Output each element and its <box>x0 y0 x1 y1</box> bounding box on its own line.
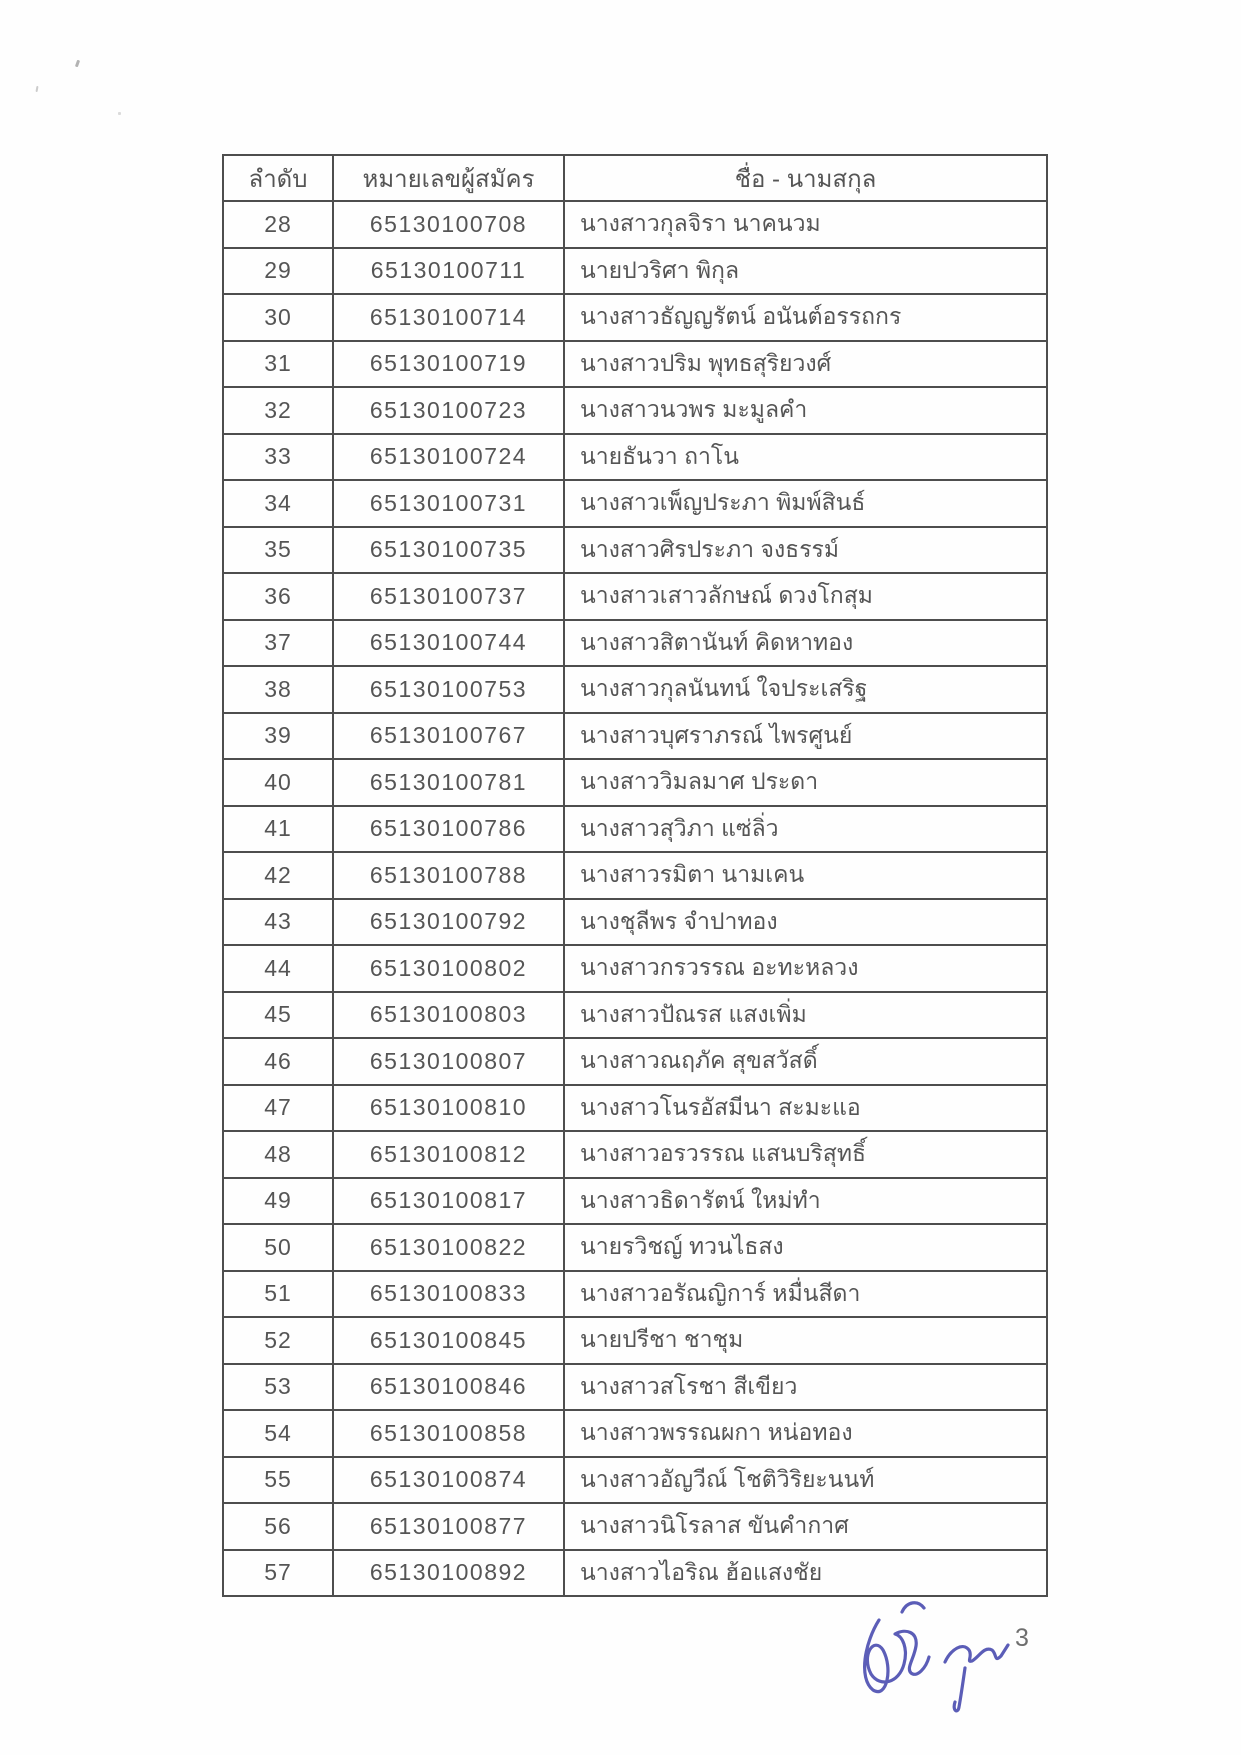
handwritten-signature <box>845 1598 1025 1728</box>
applicant-number-cell: 65130100877 <box>333 1503 564 1550</box>
applicant-name-cell: นางสาวกุลจิรา นาคนวม <box>564 201 1047 248</box>
page-number: 3 <box>1015 1624 1029 1652</box>
applicant-table-header <box>223 155 1047 201</box>
applicant-name-cell: นางสาวไอริณ ฮ้อแสงชัย <box>564 1550 1047 1597</box>
row-index-cell: 51 <box>223 1271 333 1318</box>
applicant-number-cell: 65130100753 <box>333 666 564 713</box>
table-row <box>223 434 1047 481</box>
applicant-number-cell: 65130100723 <box>333 387 564 434</box>
table-row <box>223 1410 1047 1457</box>
applicant-name-cell: นางสาวสุวิภา แซ่ลิ่ว <box>564 806 1047 853</box>
applicant-name-cell: นายรวิชญ์ ทวนไธสง <box>564 1224 1047 1271</box>
applicant-number-cell: 65130100735 <box>333 527 564 574</box>
row-index-cell: 34 <box>223 480 333 527</box>
column-header-applicant-number: หมายเลขผู้สมัคร <box>333 155 564 201</box>
table-row <box>223 527 1047 574</box>
row-index-cell: 46 <box>223 1038 333 1085</box>
row-index-cell: 52 <box>223 1317 333 1364</box>
applicant-name-cell: นางสาวโนรอัสมีนา สะมะแอ <box>564 1085 1047 1132</box>
applicant-table <box>222 154 1048 1597</box>
applicant-name-cell: นางสาวกรวรรณ อะทะหลวง <box>564 945 1047 992</box>
table-row <box>223 899 1047 946</box>
applicant-number-cell: 65130100833 <box>333 1271 564 1318</box>
row-index-cell: 48 <box>223 1131 333 1178</box>
applicant-name-cell: นางสาวบุศราภรณ์ ไพรศูนย์ <box>564 713 1047 760</box>
row-index-cell: 38 <box>223 666 333 713</box>
applicant-name-cell: นางสาวณฤภัค สุขสวัสดิ์ <box>564 1038 1047 1085</box>
table-row <box>223 294 1047 341</box>
applicant-name-cell: นางสาวปริม พุทธสุริยวงศ์ <box>564 341 1047 388</box>
row-index-cell: 31 <box>223 341 333 388</box>
scan-artifact <box>35 86 38 92</box>
applicant-name-cell: นางสาวอรวรรณ แสนบริสุทธิ์ <box>564 1131 1047 1178</box>
applicant-name-cell: นางสาวอรัณญิการ์ หมื่นสีดา <box>564 1271 1047 1318</box>
applicant-number-cell: 65130100874 <box>333 1457 564 1504</box>
applicant-name-cell: นางสาวนิโรลาส ขันคำกาศ <box>564 1503 1047 1550</box>
row-index-cell: 36 <box>223 573 333 620</box>
table-row <box>223 1457 1047 1504</box>
applicant-number-cell: 65130100767 <box>333 713 564 760</box>
row-index-cell: 35 <box>223 527 333 574</box>
applicant-number-cell: 65130100737 <box>333 573 564 620</box>
row-index-cell: 44 <box>223 945 333 992</box>
table-row <box>223 759 1047 806</box>
table-row <box>223 1085 1047 1132</box>
applicant-number-cell: 65130100744 <box>333 620 564 667</box>
table-row <box>223 201 1047 248</box>
table-row <box>223 945 1047 992</box>
applicant-number-cell: 65130100803 <box>333 992 564 1039</box>
applicant-name-cell: นางสาวสิตานันท์ คิดหาทอง <box>564 620 1047 667</box>
applicant-number-cell: 65130100724 <box>333 434 564 481</box>
applicant-number-cell: 65130100810 <box>333 1085 564 1132</box>
applicant-number-cell: 65130100812 <box>333 1131 564 1178</box>
row-index-cell: 49 <box>223 1178 333 1225</box>
table-row <box>223 248 1047 295</box>
table-row <box>223 713 1047 760</box>
applicant-number-cell: 65130100731 <box>333 480 564 527</box>
table-row <box>223 806 1047 853</box>
applicant-number-cell: 65130100719 <box>333 341 564 388</box>
row-index-cell: 41 <box>223 806 333 853</box>
table-row <box>223 480 1047 527</box>
row-index-cell: 43 <box>223 899 333 946</box>
table-row <box>223 573 1047 620</box>
applicant-name-cell: นายปวริศา พิกุล <box>564 248 1047 295</box>
applicant-name-cell: นางสาวนวพร มะมูลคำ <box>564 387 1047 434</box>
applicant-name-cell: นางสาวอัญวีณ์ โชติวิริยะนนท์ <box>564 1457 1047 1504</box>
row-index-cell: 30 <box>223 294 333 341</box>
scan-artifact <box>118 112 121 115</box>
applicant-number-cell: 65130100807 <box>333 1038 564 1085</box>
applicant-name-cell: นางสาวธิดารัตน์ ใหม่ทำ <box>564 1178 1047 1225</box>
applicant-name-cell: นายธันวา ถาโน <box>564 434 1047 481</box>
applicant-name-cell: นางสาวเสาวลักษณ์ ดวงโกสุม <box>564 573 1047 620</box>
applicant-name-cell: นายปรีชา ชาชุม <box>564 1317 1047 1364</box>
table-row <box>223 620 1047 667</box>
applicant-number-cell: 65130100788 <box>333 852 564 899</box>
applicant-name-cell: นางสาววิมลมาศ ประดา <box>564 759 1047 806</box>
applicant-name-cell: นางชุลีพร จำปาทอง <box>564 899 1047 946</box>
row-index-cell: 32 <box>223 387 333 434</box>
column-header-index: ลำดับ <box>223 155 333 201</box>
applicant-number-cell: 65130100711 <box>333 248 564 295</box>
applicant-name-cell: นางสาวรมิตา นามเคน <box>564 852 1047 899</box>
applicant-number-cell: 65130100786 <box>333 806 564 853</box>
applicant-name-cell: นางสาวกุลนันทน์ ใจประเสริฐ <box>564 666 1047 713</box>
table-row <box>223 1131 1047 1178</box>
row-index-cell: 47 <box>223 1085 333 1132</box>
row-index-cell: 29 <box>223 248 333 295</box>
applicant-name-cell: นางสาวสโรชา สีเขียว <box>564 1364 1047 1411</box>
row-index-cell: 53 <box>223 1364 333 1411</box>
applicant-name-cell: นางสาวธัญญรัตน์ อนันต์อรรถกร <box>564 294 1047 341</box>
row-index-cell: 33 <box>223 434 333 481</box>
row-index-cell: 56 <box>223 1503 333 1550</box>
table-row <box>223 1550 1047 1597</box>
table-row <box>223 1178 1047 1225</box>
row-index-cell: 50 <box>223 1224 333 1271</box>
table-row <box>223 1271 1047 1318</box>
applicant-name-cell: นางสาวปัณรส แสงเพิ่ม <box>564 992 1047 1039</box>
applicant-name-cell: นางสาวพรรณผกา หน่อทอง <box>564 1410 1047 1457</box>
applicant-number-cell: 65130100822 <box>333 1224 564 1271</box>
table-row <box>223 1038 1047 1085</box>
row-index-cell: 39 <box>223 713 333 760</box>
scan-artifact <box>75 60 80 68</box>
row-index-cell: 54 <box>223 1410 333 1457</box>
table-row <box>223 1503 1047 1550</box>
applicant-number-cell: 65130100845 <box>333 1317 564 1364</box>
applicant-number-cell: 65130100858 <box>333 1410 564 1457</box>
table-row <box>223 1317 1047 1364</box>
row-index-cell: 28 <box>223 201 333 248</box>
row-index-cell: 40 <box>223 759 333 806</box>
applicant-name-cell: นางสาวศิรประภา จงธรรม์ <box>564 527 1047 574</box>
table-row <box>223 992 1047 1039</box>
applicant-number-cell: 65130100781 <box>333 759 564 806</box>
applicant-number-cell: 65130100714 <box>333 294 564 341</box>
table-row <box>223 666 1047 713</box>
row-index-cell: 42 <box>223 852 333 899</box>
row-index-cell: 37 <box>223 620 333 667</box>
column-header-name-surname: ชื่อ - นามสกุล <box>564 155 1047 201</box>
row-index-cell: 45 <box>223 992 333 1039</box>
row-index-cell: 57 <box>223 1550 333 1597</box>
table-row <box>223 387 1047 434</box>
table-row <box>223 1364 1047 1411</box>
applicant-number-cell: 65130100817 <box>333 1178 564 1225</box>
table-row <box>223 1224 1047 1271</box>
applicant-number-cell: 65130100802 <box>333 945 564 992</box>
applicant-number-cell: 65130100846 <box>333 1364 564 1411</box>
applicant-number-cell: 65130100892 <box>333 1550 564 1597</box>
row-index-cell: 55 <box>223 1457 333 1504</box>
applicant-number-cell: 65130100792 <box>333 899 564 946</box>
applicant-name-cell: นางสาวเพ็ญประภา พิมพ์สินธ์ <box>564 480 1047 527</box>
applicant-table-body <box>223 201 1047 1596</box>
table-row <box>223 852 1047 899</box>
applicant-number-cell: 65130100708 <box>333 201 564 248</box>
table-row <box>223 341 1047 388</box>
